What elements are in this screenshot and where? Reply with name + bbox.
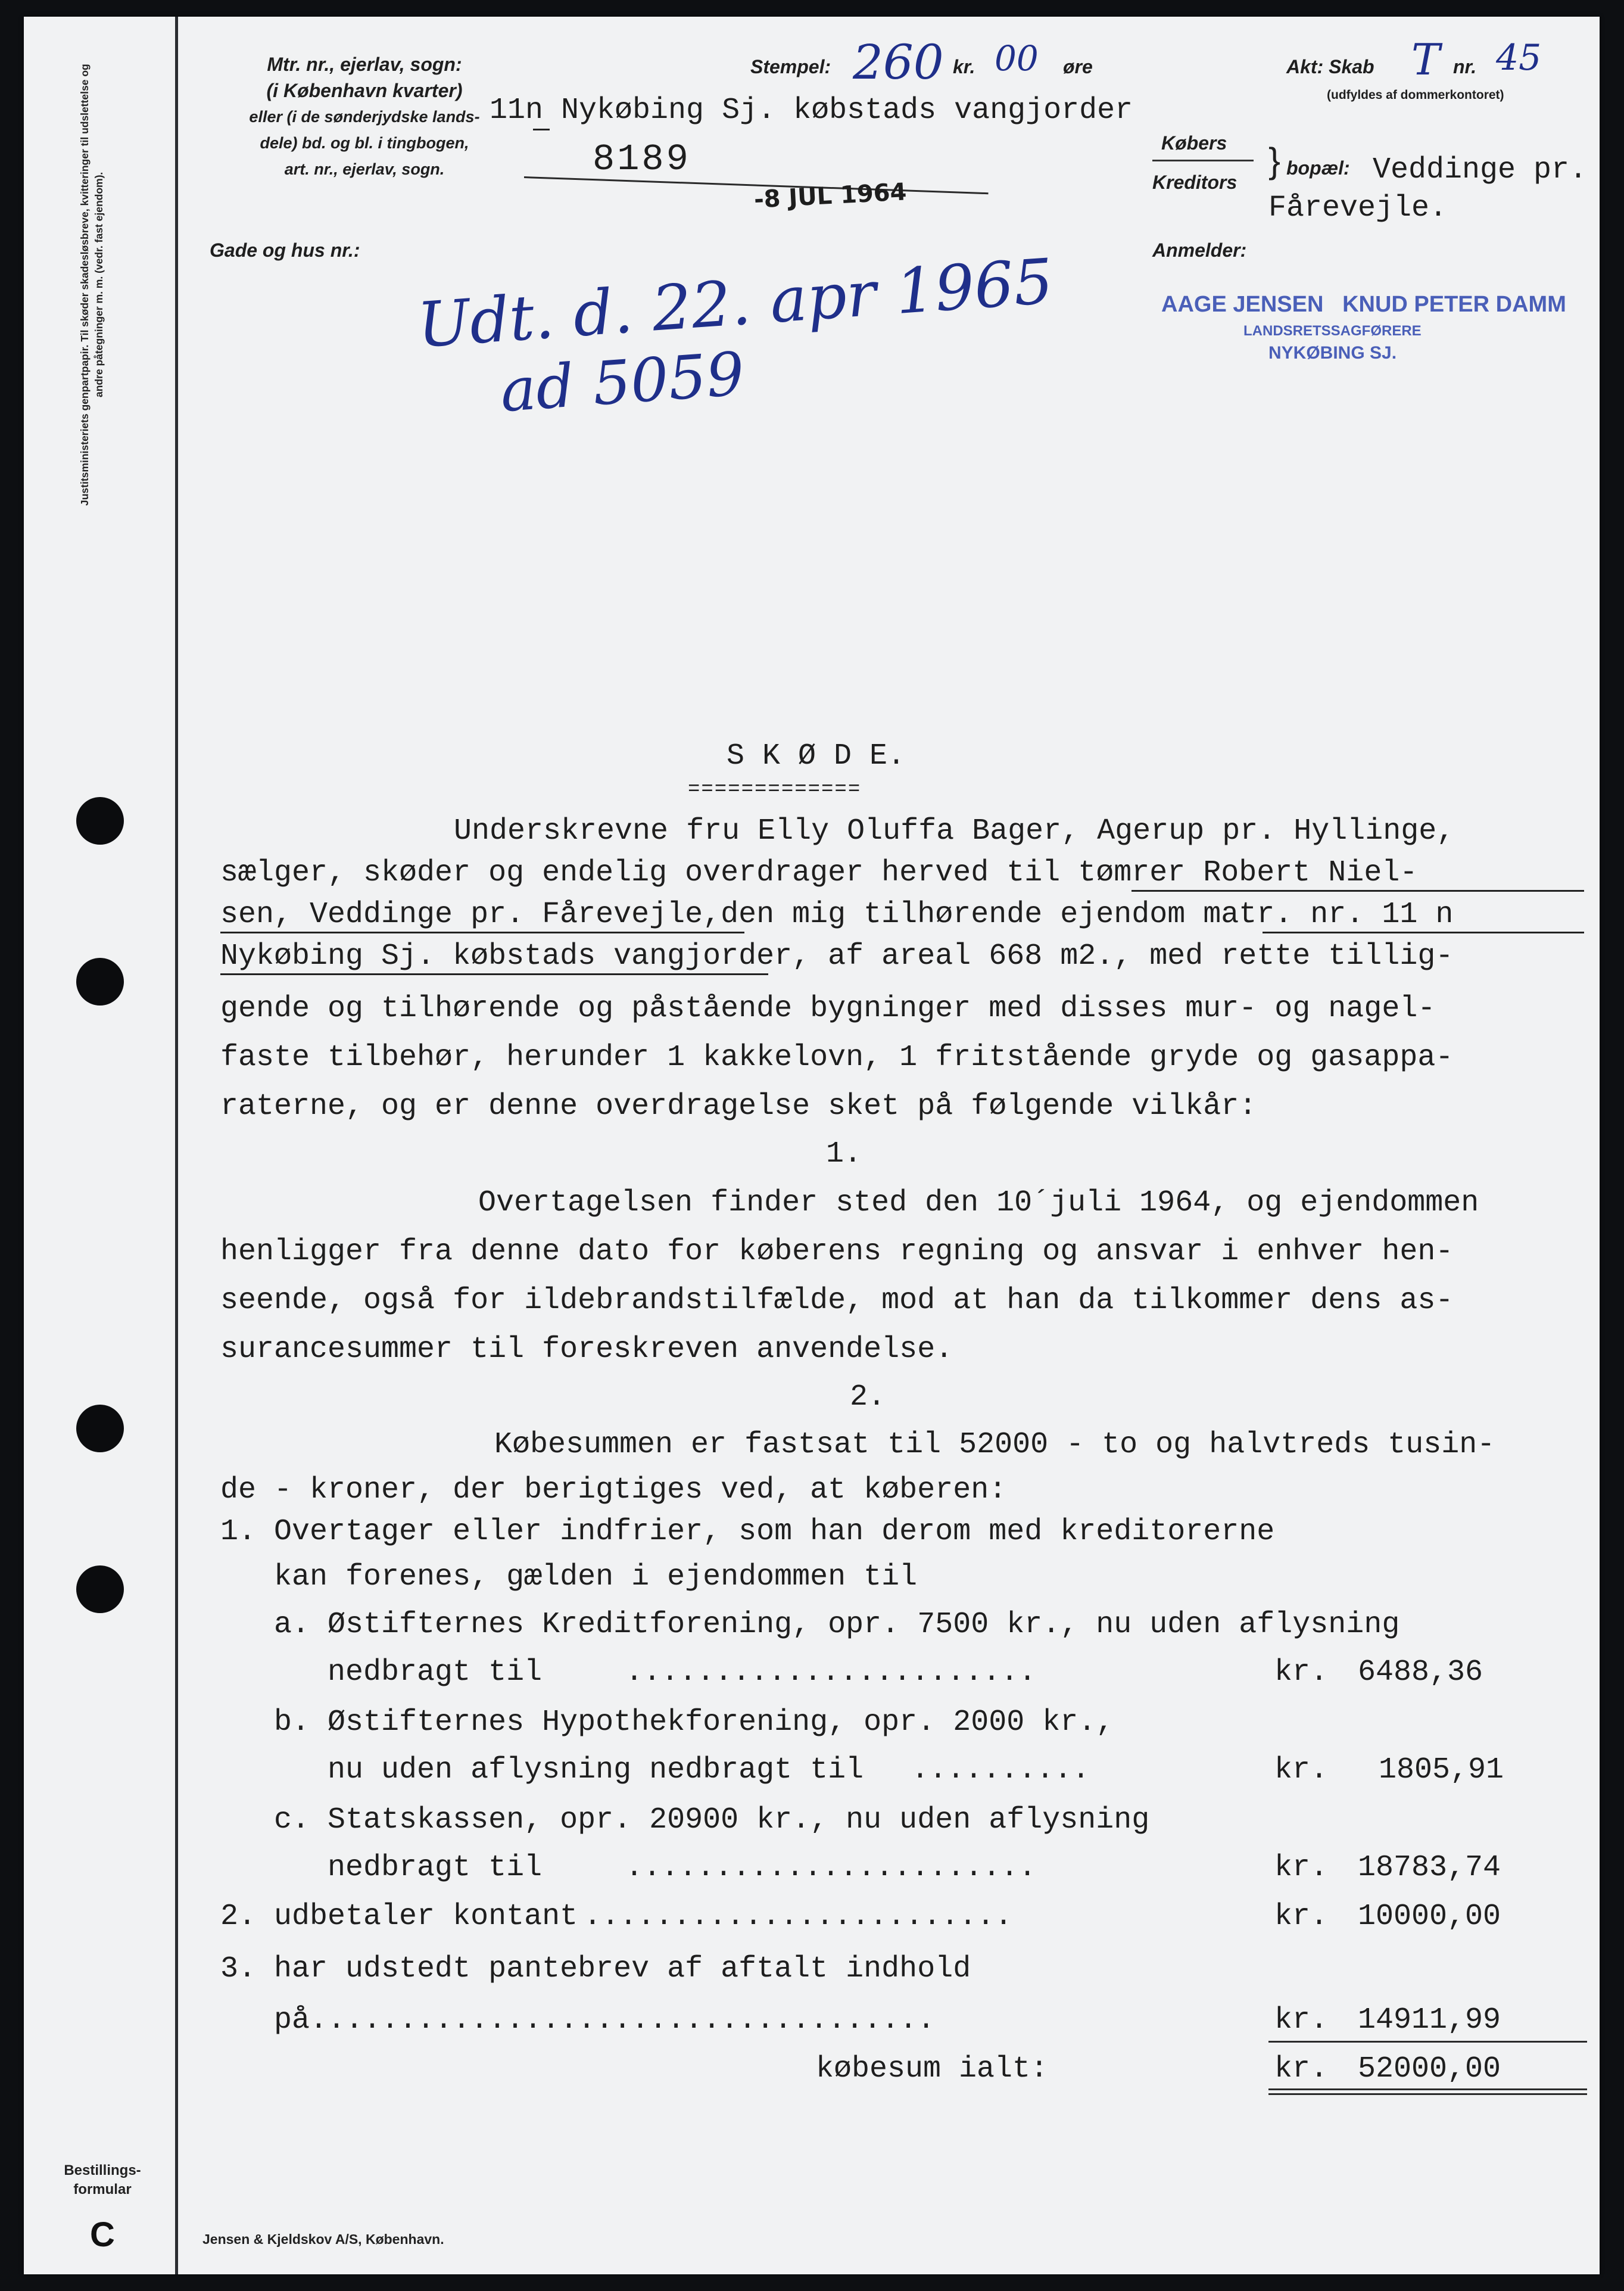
body-line: gende og tilhørende og påstående bygninger med disses mur- og nagel- xyxy=(220,992,1436,1026)
margin-line xyxy=(175,17,178,2274)
punch-hole xyxy=(76,1405,124,1452)
item-line: nu uden aflysning nedbragt til xyxy=(220,1753,864,1787)
amount-cash: 10000,00 xyxy=(1358,1900,1501,1934)
order-label-line-1: Bestillings- xyxy=(64,2162,141,2178)
stempel-kr-value: 260 xyxy=(853,35,944,90)
amount-total: 52000,00 xyxy=(1358,2052,1501,2086)
currency: kr. xyxy=(1274,2003,1329,2037)
bopael-value-1: Veddinge pr. xyxy=(1373,153,1588,187)
currency: kr. xyxy=(1274,1900,1329,1934)
printer-name: Jensen & Kjeldskov A/S, København. xyxy=(202,2231,444,2247)
body-line: sælger, skøder og endelig overdrager herved til tømrer Robert Niel- xyxy=(220,856,1418,890)
anmelder-title: LANDSRETSSAGFØRERE xyxy=(1243,323,1422,339)
item-line: kan forenes, gælden i ejendommen til xyxy=(220,1560,918,1594)
mtr-label-line: (i København kvarter) xyxy=(266,80,463,101)
section-2-line: Købesummen er fastsat til 52000 - to og halvtreds tusin- xyxy=(494,1428,1495,1462)
stempel-label: Stempel: xyxy=(750,56,831,77)
show-through-text xyxy=(274,195,289,239)
section-1-number: 1. xyxy=(826,1137,862,1171)
akt-nr-label: nr. xyxy=(1453,56,1477,77)
leader-dots: ....................... xyxy=(625,1851,1037,1885)
anmelder-names: AAGE JENSEN KNUD PETER DAMM xyxy=(1161,292,1566,317)
item-line: på xyxy=(220,2003,310,2037)
amount-mortgage: 14911,99 xyxy=(1358,2003,1501,2037)
item-line: 1. Overtager eller indfrier, som han derom med kreditorerne xyxy=(220,1515,1275,1549)
total-line xyxy=(1268,2088,1587,2090)
punch-hole xyxy=(76,1565,124,1613)
item-line: nedbragt til xyxy=(220,1655,543,1689)
handwritten-note-2: ad 5059 xyxy=(498,338,747,426)
bopael-value-2: Fårevejle. xyxy=(1268,191,1448,225)
item-line: 3. har udstedt pantebrev af aftalt indhold xyxy=(220,1952,971,1986)
number-typed: 8189 xyxy=(593,138,691,180)
buyer-underline xyxy=(1131,890,1584,892)
akt-note: (udfyldes af dommerkontoret) xyxy=(1327,88,1504,102)
section-1-line: henligger fra denne dato for køberens regning og ansvar i enhver hen- xyxy=(220,1235,1454,1269)
punch-hole xyxy=(76,797,124,845)
akt-skab-value: T xyxy=(1411,35,1441,85)
deed-page xyxy=(24,17,1600,2274)
item-line: a. Østifternes Kreditforening, opr. 7500 kr., nu uden aflysning xyxy=(220,1608,1400,1642)
matr-nr-underline xyxy=(1263,932,1584,933)
body-line: Underskrevne fru Elly Oluffa Bager, Agerup pr. Hyllinge, xyxy=(454,814,1455,848)
kobers-label: Købers xyxy=(1161,132,1227,154)
total-label: købesum ialt: xyxy=(816,2052,1049,2086)
mtr-label-line: art. nr., ejerlav, sogn. xyxy=(284,160,445,178)
item-line: c. Statskassen, opr. 20900 kr., nu uden aflysning xyxy=(220,1803,1150,1837)
currency: kr. xyxy=(1274,1655,1329,1689)
section-1-line: seende, også for ildebrandstilfælde, mod at han da tilkommer dens as- xyxy=(220,1284,1454,1318)
leader-dots: ....................... xyxy=(625,1655,1037,1689)
kr-label: kr. xyxy=(953,56,975,77)
bopael-label: bopæl: xyxy=(1286,157,1350,179)
vangjorder-underline xyxy=(220,973,768,975)
title-underline: ============= xyxy=(688,779,862,801)
currency: kr. xyxy=(1274,2052,1329,2086)
total-double-line xyxy=(1268,2093,1587,2095)
stempel-ore-value: 00 xyxy=(995,38,1039,79)
amount-b: 1805,91 xyxy=(1379,1753,1504,1787)
subtotal-line xyxy=(1268,2041,1587,2043)
akt-label: Akt: Skab xyxy=(1286,56,1374,77)
section-2-line: de - kroner, der berigtiges ved, at køberen: xyxy=(220,1473,1007,1507)
form-letter: C xyxy=(90,2215,115,2254)
buyer-underline-2 xyxy=(220,932,744,933)
body-line: Nykøbing Sj. købstads vangjorder, af areal 668 m2., med rette tillig- xyxy=(220,939,1454,973)
section-1-line: surancesummer til foreskreven anvendelse. xyxy=(220,1333,953,1366)
anmelder-city: NYKØBING SJ. xyxy=(1268,343,1397,363)
date-stamp: -8 JUL 1964 xyxy=(753,178,908,214)
currency: kr. xyxy=(1274,1851,1329,1885)
amount-c: 18783,74 xyxy=(1358,1851,1501,1885)
section-2-number: 2. xyxy=(850,1380,886,1414)
punch-hole xyxy=(76,958,124,1006)
ore-label: øre xyxy=(1063,56,1093,77)
item-line: 2. udbetaler kontant xyxy=(220,1900,578,1934)
item-line: b. Østifternes Hypothekforening, opr. 2000 kr., xyxy=(220,1705,1114,1739)
order-form-label xyxy=(55,2161,150,2199)
amount-a: 6488,36 xyxy=(1358,1655,1483,1689)
mtr-label-line: Mtr. nr., ejerlav, sogn: xyxy=(267,54,462,75)
matr-typed: 11n Nykøbing Sj. købstads vangjorder xyxy=(490,94,1133,127)
body-line: faste tilbehør, herunder 1 kakkelovn, 1 fritstående gryde og gasappa- xyxy=(220,1041,1454,1075)
currency: kr. xyxy=(1274,1753,1329,1787)
matr-underline xyxy=(533,129,550,130)
document-title: S K Ø D E. xyxy=(727,739,906,773)
kreditors-label: Kreditors xyxy=(1152,172,1238,193)
mtr-label xyxy=(210,51,519,182)
section-1-line: Overtagelsen finder sted den 10´juli 1964, og ejendommen xyxy=(478,1186,1479,1220)
brace: } xyxy=(1268,141,1281,180)
body-line: raterne, og er denne overdragelse sket på følgende vilkår: xyxy=(220,1090,1257,1123)
leader-dots: ........................ xyxy=(584,1900,1013,1934)
mtr-label-line: dele) bd. og bl. i tingbogen, xyxy=(260,134,469,152)
mtr-label-line: eller (i de sønderjydske lands- xyxy=(249,108,480,126)
kreditors-strike xyxy=(1152,160,1254,161)
order-label-line-2: formular xyxy=(73,2181,132,2197)
body-line: sen, Veddinge pr. Fårevejle,den mig tilhørende ejendom matr. nr. 11 n xyxy=(220,898,1454,932)
handwritten-note-1: Udt. d. 22. apr 1965 xyxy=(415,244,1056,362)
leader-dots: .......... xyxy=(911,1753,1090,1787)
item-line: nedbragt til xyxy=(220,1851,543,1885)
paper-type-note: Justitsministeriets genpartpapir. Til skøder skadesløsbreve, kvitteringer til udslettelse og andre påtegninger m. m. (vedr. fast ejendom). xyxy=(79,64,105,506)
gade-label: Gade og hus nr.: xyxy=(210,239,360,261)
leader-dots: ................................... xyxy=(310,2003,936,2037)
akt-nr-value: 45 xyxy=(1496,37,1542,79)
anmelder-label: Anmelder: xyxy=(1152,239,1247,261)
